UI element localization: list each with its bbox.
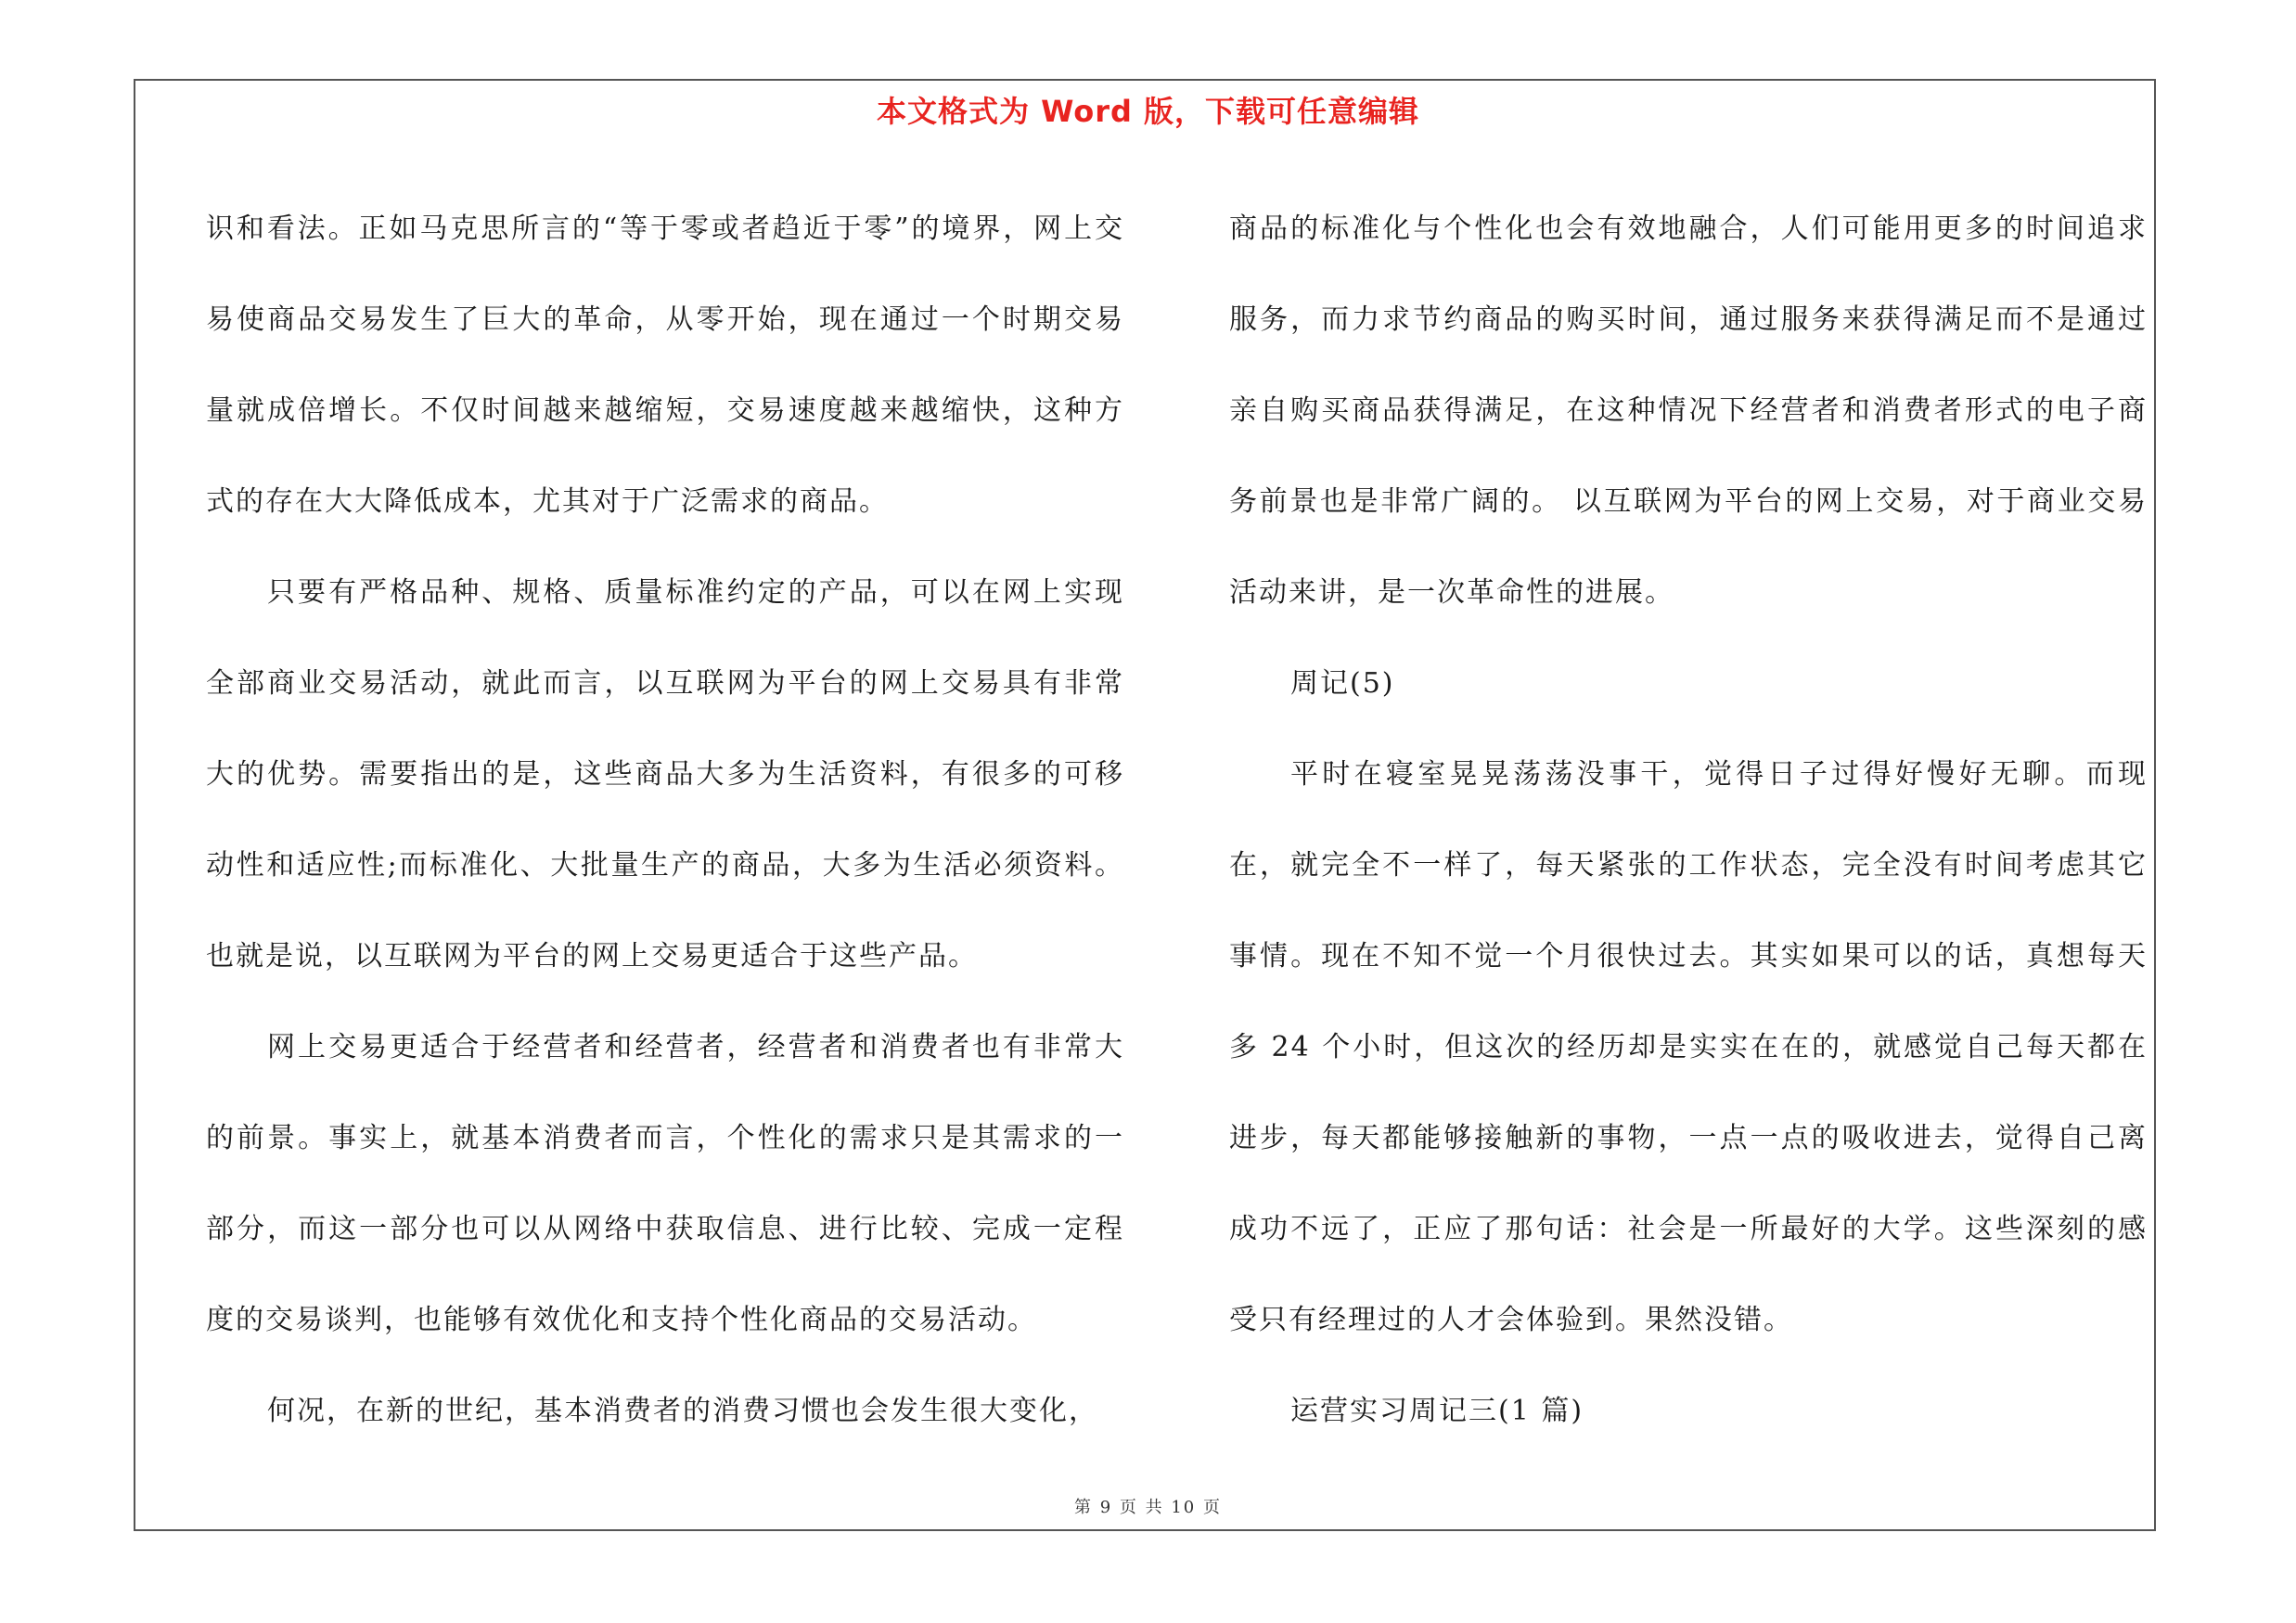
paragraph: 商品的标准化与个性化也会有效地融合，人们可能用更多的时间追求服务，而力求节约商品的购买时间，通过服务来获得满足而不是通过亲自购买商品获得满足，在这种情况下经营者和消费者形式的电子商务前景也是非常广阔的。 以互联网为平台的网上交易，对于商业交易活动来讲，是一次革命性的进展。 bbox=[1229, 213, 2148, 609]
section-heading: 周记(5) bbox=[1290, 667, 1395, 700]
format-banner: 本文格式为 Word 版，下载可任意编辑 bbox=[876, 94, 1420, 129]
paragraph: 网上交易更适合于经营者和经营者，经营者和消费者也有非常大的前景。事实上，就基本消费者而言，个性化的需求只是其需求的一部分，而这一部分也可以从网络中获取信息、进行比较、完成一定程度的交易谈判，也能够有效优化和支持个性化商品的交易活动。 bbox=[206, 1031, 1124, 1336]
page-number: 第 9 页 共 10 页 bbox=[1074, 1498, 1222, 1517]
section-heading: 运营实习周记三(1 篇) bbox=[1290, 1395, 1584, 1427]
paragraph: 平时在寝室晃晃荡荡没事干，觉得日子过得好慢好无聊。而现在，就完全不一样了，每天紧张的工作状态，完全没有时间考虑其它事情。现在不知不觉一个月很快过去。其实如果可以的话，真想每天多 24 个小时，但这次的经历却是实实在在的，就感觉自己每天都在进步，每天都能够接触新的事物，一点一点的吸收进去，觉得自己离成功不远了，正应了那句话：社会是一所最好的大学。这些深刻的感受只有经理过的人才会体验到。果然没错。 bbox=[1229, 758, 2148, 1336]
left-column bbox=[206, 184, 1124, 1457]
paragraph: 何况，在新的世纪，基本消费者的消费习惯也会发生很大变化， bbox=[267, 1395, 1098, 1427]
paragraph: 只要有严格品种、规格、质量标准约定的产品，可以在网上实现全部商业交易活动，就此而言，以互联网为平台的网上交易具有非常大的优势。需要指出的是，这些商品大多为生活资料，有很多的可移动性和适应性;而标准化、大批量生产的商品，大多为生活必须资料。也就是说，以互联网为平台的网上交易更适合于这些产品。 bbox=[206, 576, 1124, 973]
right-column bbox=[1229, 184, 2148, 1457]
paragraph: 识和看法。正如马克思所言的“等于零或者趋近于零”的境界，网上交易使商品交易发生了巨大的革命，从零开始，现在通过一个时期交易量就成倍增长。不仅时间越来越缩短，交易速度越来越缩快，这种方式的存在大大降低成本，尤其对于广泛需求的商品。 bbox=[206, 213, 1124, 518]
